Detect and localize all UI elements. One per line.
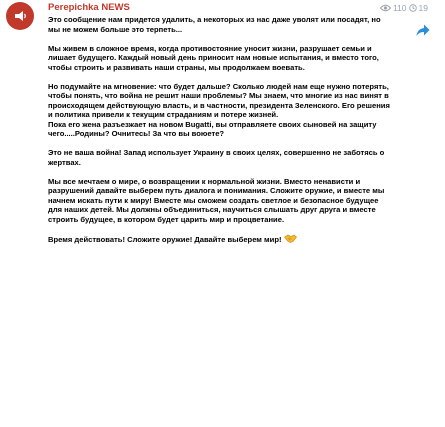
share-button[interactable] — [414, 21, 432, 39]
message-paragraph-2: Мы живем в сложное время, когда противостояние уносит жизни, разрушает семьи и лишает будущего. Каждый новый день приносит нам новые испытания, и вместо того, чтобы строить и развивать наши страны, мы продолжаем воевать. — [48, 43, 379, 72]
handshake-emoji — [284, 234, 297, 246]
view-count: 110 — [392, 3, 407, 13]
channel-name[interactable]: Perepichka NEWS — [48, 2, 130, 13]
message-bubble — [40, 0, 428, 251]
message-closing-text: Время действовать! Сложите оружие! Давайте выберем мир! — [48, 234, 282, 244]
message-paragraph-3: Но подумайте на мгновение: что будет дальше? Сколько людей нам еще нужно потерять, чтобы понять, что война не решит наши проблемы? Мы знаем, что многие из нас винят в происходящем действующую власть, и в частности, президента Зеленского. Его решения и политика привели к текущим страданиям и потере жизней. Пока его жена разъезжает на новом Bugatti, вы отправляете своих сыновей на защиту чего.....Родины? Очнитесь! За что вы воюете? — [48, 81, 390, 138]
message-header — [48, 2, 428, 15]
message-paragraph-1: Это сообщение нам придется удалить, а некоторых из нас даже уволят или посадят, но мы не можем больше это терпеть... — [48, 15, 381, 34]
message-paragraph-5: Мы все мечтаем о мире, о возвращении к нормальной жизни. Вместо ненависти и разрушений давайте выберем путь диалога и понимания. Сложите оружие, и вместе мы начнем искать пути к миру! Вместе мы сможем создать светлое и безопасное будущее для наших детей. Мы должны объединиться, научиться слышать друг друга и вместе строить будущее, в котором будет царить мир и процветание. — [48, 176, 385, 224]
channel-avatar[interactable] — [6, 2, 34, 30]
share-arrow-icon — [416, 24, 430, 37]
eye-icon — [380, 4, 391, 12]
message-meta — [380, 3, 428, 13]
clock-icon — [409, 4, 417, 12]
message-paragraph-6 — [48, 234, 394, 246]
message-time: 19 — [418, 3, 428, 13]
speaker-icon — [12, 8, 28, 24]
message-paragraph-4: Это не ваша война! Запад использует Украину в своих целях, совершенно не заботясь о жертвах. — [48, 148, 385, 167]
